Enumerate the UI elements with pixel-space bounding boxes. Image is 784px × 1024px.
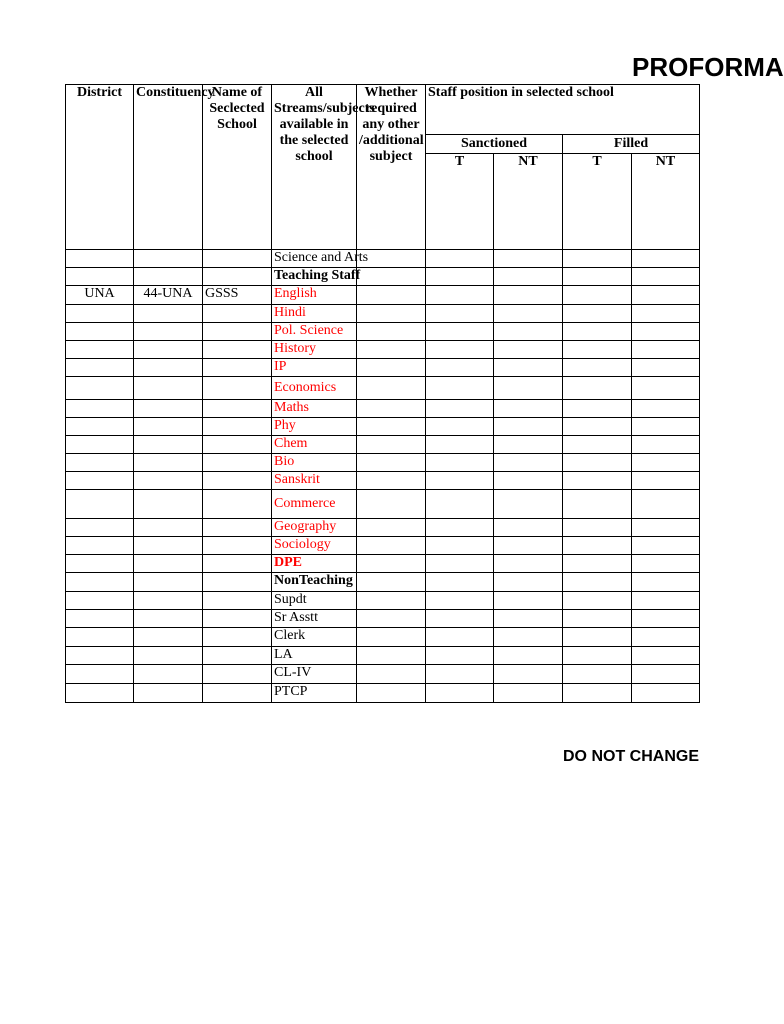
header-streams: All Streams/subjects available in the selected school — [272, 85, 357, 250]
cell-subject[interactable]: Science and Arts — [272, 250, 357, 268]
cell-subject[interactable]: Chem — [272, 436, 357, 454]
cell-sanctioned-nt[interactable] — [494, 418, 563, 436]
cell-subject[interactable]: Phy — [272, 418, 357, 436]
cell-district[interactable] — [66, 573, 134, 592]
cell-filled-nt[interactable] — [632, 323, 700, 341]
cell-filled-nt[interactable] — [632, 418, 700, 436]
table-row — [66, 436, 700, 454]
cell-additional-subject[interactable] — [357, 454, 426, 472]
cell-school[interactable] — [203, 359, 272, 377]
cell-sanctioned-t[interactable] — [426, 359, 494, 377]
header-sanctioned: Sanctioned — [426, 135, 563, 154]
cell-constituency[interactable] — [134, 610, 203, 628]
header-sanctioned-t: T — [426, 154, 494, 250]
cell-constituency[interactable] — [134, 647, 203, 665]
cell-district[interactable] — [66, 555, 134, 573]
cell-constituency[interactable] — [134, 341, 203, 359]
cell-school[interactable] — [203, 537, 272, 555]
cell-sanctioned-t[interactable] — [426, 418, 494, 436]
cell-sanctioned-t[interactable] — [426, 490, 494, 519]
cell-school[interactable] — [203, 341, 272, 359]
cell-subject[interactable]: Sociology — [272, 537, 357, 555]
cell-subject[interactable]: IP — [272, 359, 357, 377]
cell-district[interactable] — [66, 610, 134, 628]
cell-subject[interactable]: Sanskrit — [272, 472, 357, 490]
cell-constituency[interactable] — [134, 454, 203, 472]
cell-sanctioned-t[interactable] — [426, 537, 494, 555]
table-row — [66, 454, 700, 472]
cell-subject[interactable]: Bio — [272, 454, 357, 472]
cell-sanctioned-nt[interactable] — [494, 400, 563, 418]
cell-constituency[interactable] — [134, 665, 203, 684]
table-row — [66, 472, 700, 490]
cell-filled-t[interactable] — [563, 286, 632, 305]
cell-school[interactable] — [203, 490, 272, 519]
cell-district[interactable] — [66, 628, 134, 647]
cell-school[interactable] — [203, 519, 272, 537]
cell-district[interactable] — [66, 519, 134, 537]
cell-filled-t[interactable] — [563, 628, 632, 647]
cell-filled-nt[interactable] — [632, 519, 700, 537]
cell-constituency[interactable] — [134, 400, 203, 418]
cell-constituency[interactable] — [134, 555, 203, 573]
cell-sanctioned-nt[interactable] — [494, 665, 563, 684]
table-row — [66, 610, 700, 628]
cell-subject[interactable]: CL-IV — [272, 665, 357, 684]
cell-sanctioned-nt[interactable] — [494, 647, 563, 665]
cell-district[interactable] — [66, 684, 134, 703]
cell-district[interactable] — [66, 665, 134, 684]
cell-sanctioned-nt[interactable] — [494, 472, 563, 490]
cell-filled-nt[interactable] — [632, 400, 700, 418]
cell-district[interactable] — [66, 592, 134, 610]
cell-filled-nt[interactable] — [632, 573, 700, 592]
cell-sanctioned-nt[interactable] — [494, 377, 563, 400]
cell-filled-t[interactable] — [563, 647, 632, 665]
cell-constituency[interactable] — [134, 519, 203, 537]
cell-constituency[interactable] — [134, 305, 203, 323]
cell-sanctioned-t[interactable] — [426, 647, 494, 665]
cell-school[interactable] — [203, 377, 272, 400]
cell-school[interactable] — [203, 628, 272, 647]
cell-school[interactable] — [203, 454, 272, 472]
header-constituency: Constituency — [134, 85, 203, 250]
cell-sanctioned-t[interactable] — [426, 610, 494, 628]
cell-sanctioned-nt[interactable] — [494, 490, 563, 519]
cell-sanctioned-nt[interactable] — [494, 610, 563, 628]
cell-subject[interactable]: Supdt — [272, 592, 357, 610]
cell-filled-nt[interactable] — [632, 436, 700, 454]
cell-district[interactable] — [66, 377, 134, 400]
cell-filled-nt[interactable] — [632, 665, 700, 684]
cell-filled-t[interactable] — [563, 665, 632, 684]
cell-school[interactable] — [203, 250, 272, 268]
do-not-change-text: DO NOT CHANGE — [563, 748, 699, 765]
cell-constituency[interactable] — [134, 592, 203, 610]
cell-sanctioned-t[interactable] — [426, 555, 494, 573]
cell-sanctioned-nt[interactable] — [494, 573, 563, 592]
cell-additional-subject[interactable] — [357, 323, 426, 341]
cell-constituency[interactable] — [134, 684, 203, 703]
cell-sanctioned-t[interactable] — [426, 628, 494, 647]
cell-subject[interactable]: PTCP — [272, 684, 357, 703]
cell-district[interactable] — [66, 323, 134, 341]
cell-constituency[interactable] — [134, 573, 203, 592]
cell-school[interactable] — [203, 323, 272, 341]
table-row — [66, 628, 700, 647]
cell-filled-t[interactable] — [563, 537, 632, 555]
page-title: PROFORMA — [632, 52, 784, 82]
cell-filled-t[interactable] — [563, 250, 632, 268]
cell-constituency[interactable] — [134, 323, 203, 341]
cell-district[interactable] — [66, 490, 134, 519]
table-row — [66, 323, 700, 341]
cell-sanctioned-nt[interactable] — [494, 592, 563, 610]
cell-additional-subject[interactable] — [357, 268, 426, 286]
table-row — [66, 555, 700, 573]
cell-district[interactable] — [66, 400, 134, 418]
cell-filled-t[interactable] — [563, 418, 632, 436]
cell-sanctioned-t[interactable] — [426, 341, 494, 359]
cell-school[interactable] — [203, 573, 272, 592]
cell-additional-subject[interactable] — [357, 647, 426, 665]
cell-filled-t[interactable] — [563, 268, 632, 286]
table-row — [66, 250, 700, 268]
cell-filled-t[interactable] — [563, 377, 632, 400]
cell-filled-nt[interactable] — [632, 490, 700, 519]
cell-additional-subject[interactable] — [357, 377, 426, 400]
cell-sanctioned-nt[interactable] — [494, 684, 563, 703]
cell-filled-t[interactable] — [563, 610, 632, 628]
cell-filled-nt[interactable] — [632, 472, 700, 490]
cell-additional-subject[interactable] — [357, 519, 426, 537]
cell-district[interactable] — [66, 454, 134, 472]
cell-sanctioned-nt[interactable] — [494, 323, 563, 341]
cell-filled-nt[interactable] — [632, 628, 700, 647]
cell-filled-t[interactable] — [563, 573, 632, 592]
cell-constituency[interactable] — [134, 628, 203, 647]
cell-filled-t[interactable] — [563, 323, 632, 341]
cell-filled-t[interactable] — [563, 400, 632, 418]
table-row — [66, 647, 700, 665]
cell-sanctioned-t[interactable] — [426, 250, 494, 268]
cell-filled-nt[interactable] — [632, 684, 700, 703]
cell-additional-subject[interactable] — [357, 472, 426, 490]
cell-constituency[interactable] — [134, 490, 203, 519]
cell-sanctioned-t[interactable] — [426, 286, 494, 305]
table-row — [66, 286, 700, 305]
cell-sanctioned-t[interactable] — [426, 305, 494, 323]
cell-school[interactable] — [203, 418, 272, 436]
cell-district[interactable] — [66, 268, 134, 286]
cell-additional-subject[interactable] — [357, 341, 426, 359]
cell-filled-t[interactable] — [563, 341, 632, 359]
cell-sanctioned-nt[interactable] — [494, 341, 563, 359]
do-not-change-note — [520, 748, 699, 770]
table-row — [66, 665, 700, 684]
cell-additional-subject[interactable] — [357, 684, 426, 703]
cell-additional-subject[interactable] — [357, 610, 426, 628]
cell-additional-subject[interactable] — [357, 537, 426, 555]
cell-school[interactable] — [203, 305, 272, 323]
cell-constituency[interactable]: 44-UNA — [134, 286, 203, 305]
cell-filled-nt[interactable] — [632, 592, 700, 610]
cell-filled-t[interactable] — [563, 490, 632, 519]
cell-filled-nt[interactable] — [632, 555, 700, 573]
cell-district[interactable] — [66, 472, 134, 490]
cell-filled-nt[interactable] — [632, 250, 700, 268]
header-district: District — [66, 85, 134, 250]
cell-constituency[interactable] — [134, 377, 203, 400]
cell-school[interactable] — [203, 665, 272, 684]
cell-subject[interactable]: Commerce — [272, 490, 357, 519]
cell-subject[interactable]: Pol. Science — [272, 323, 357, 341]
cell-filled-t[interactable] — [563, 684, 632, 703]
cell-sanctioned-t[interactable] — [426, 323, 494, 341]
cell-school[interactable] — [203, 647, 272, 665]
cell-constituency[interactable] — [134, 537, 203, 555]
cell-constituency[interactable] — [134, 472, 203, 490]
table-row — [66, 377, 700, 400]
cell-subject[interactable]: English — [272, 286, 357, 305]
table-row — [66, 418, 700, 436]
cell-sanctioned-t[interactable] — [426, 400, 494, 418]
cell-subject[interactable]: Maths — [272, 400, 357, 418]
cell-subject[interactable]: DPE — [272, 555, 357, 573]
cell-filled-t[interactable] — [563, 555, 632, 573]
table-row — [66, 573, 700, 592]
cell-filled-nt[interactable] — [632, 341, 700, 359]
cell-district[interactable] — [66, 418, 134, 436]
cell-sanctioned-t[interactable] — [426, 268, 494, 286]
cell-subject[interactable]: Clerk — [272, 628, 357, 647]
cell-district[interactable] — [66, 359, 134, 377]
header-additional-subject: Whether required any other /additional subject — [357, 85, 426, 250]
table-row — [66, 268, 700, 286]
staff-position-table — [65, 84, 700, 703]
cell-sanctioned-nt[interactable] — [494, 537, 563, 555]
cell-constituency[interactable] — [134, 436, 203, 454]
cell-subject[interactable]: History — [272, 341, 357, 359]
cell-subject[interactable]: Geography — [272, 519, 357, 537]
table-row — [66, 305, 700, 323]
cell-additional-subject[interactable] — [357, 286, 426, 305]
cell-constituency[interactable] — [134, 359, 203, 377]
cell-sanctioned-nt[interactable] — [494, 454, 563, 472]
cell-filled-nt[interactable] — [632, 610, 700, 628]
table-row — [66, 341, 700, 359]
cell-sanctioned-nt[interactable] — [494, 268, 563, 286]
cell-filled-nt[interactable] — [632, 537, 700, 555]
cell-filled-t[interactable] — [563, 359, 632, 377]
cell-school[interactable] — [203, 555, 272, 573]
cell-filled-t[interactable] — [563, 305, 632, 323]
cell-school[interactable] — [203, 610, 272, 628]
cell-filled-nt[interactable] — [632, 268, 700, 286]
cell-filled-t[interactable] — [563, 519, 632, 537]
table-row — [66, 592, 700, 610]
cell-filled-t[interactable] — [563, 436, 632, 454]
cell-sanctioned-nt[interactable] — [494, 436, 563, 454]
cell-sanctioned-t[interactable] — [426, 592, 494, 610]
cell-district[interactable] — [66, 647, 134, 665]
table-row — [66, 400, 700, 418]
cell-district[interactable]: UNA — [66, 286, 134, 305]
cell-additional-subject[interactable] — [357, 418, 426, 436]
header-row-1 — [66, 85, 700, 135]
cell-sanctioned-t[interactable] — [426, 436, 494, 454]
header-filled: Filled — [563, 135, 700, 154]
cell-sanctioned-t[interactable] — [426, 472, 494, 490]
cell-school[interactable] — [203, 400, 272, 418]
cell-district[interactable] — [66, 537, 134, 555]
cell-subject[interactable]: Sr Asstt — [272, 610, 357, 628]
table-row — [66, 490, 700, 519]
cell-filled-nt[interactable] — [632, 286, 700, 305]
cell-sanctioned-t[interactable] — [426, 454, 494, 472]
header-filled-nt: NT — [632, 154, 700, 250]
cell-additional-subject[interactable] — [357, 490, 426, 519]
header-staff-position: Staff position in selected school — [426, 85, 700, 135]
cell-filled-t[interactable] — [563, 454, 632, 472]
header-sanctioned-nt: NT — [494, 154, 563, 250]
table-row — [66, 684, 700, 703]
cell-sanctioned-t[interactable] — [426, 519, 494, 537]
page-title-container — [620, 50, 784, 82]
header-school: Name of Seclected School — [203, 85, 272, 250]
cell-filled-nt[interactable] — [632, 359, 700, 377]
cell-additional-subject[interactable] — [357, 436, 426, 454]
cell-sanctioned-t[interactable] — [426, 684, 494, 703]
cell-subject[interactable]: Economics — [272, 377, 357, 400]
cell-constituency[interactable] — [134, 250, 203, 268]
cell-filled-nt[interactable] — [632, 305, 700, 323]
cell-additional-subject[interactable] — [357, 359, 426, 377]
cell-sanctioned-t[interactable] — [426, 665, 494, 684]
cell-additional-subject[interactable] — [357, 592, 426, 610]
table-row — [66, 519, 700, 537]
cell-sanctioned-nt[interactable] — [494, 628, 563, 647]
cell-district[interactable] — [66, 250, 134, 268]
cell-sanctioned-nt[interactable] — [494, 250, 563, 268]
cell-school[interactable] — [203, 472, 272, 490]
cell-sanctioned-nt[interactable] — [494, 359, 563, 377]
cell-subject[interactable]: NonTeaching — [272, 573, 357, 592]
cell-filled-nt[interactable] — [632, 377, 700, 400]
cell-additional-subject[interactable] — [357, 628, 426, 647]
cell-subject[interactable]: Teaching Staff — [272, 268, 357, 286]
cell-filled-t[interactable] — [563, 472, 632, 490]
cell-additional-subject[interactable] — [357, 305, 426, 323]
cell-additional-subject[interactable] — [357, 555, 426, 573]
cell-filled-nt[interactable] — [632, 454, 700, 472]
cell-school[interactable] — [203, 268, 272, 286]
cell-district[interactable] — [66, 341, 134, 359]
cell-sanctioned-t[interactable] — [426, 377, 494, 400]
cell-sanctioned-nt[interactable] — [494, 519, 563, 537]
cell-school[interactable] — [203, 684, 272, 703]
cell-additional-subject[interactable] — [357, 665, 426, 684]
cell-school[interactable] — [203, 436, 272, 454]
cell-sanctioned-nt[interactable] — [494, 286, 563, 305]
cell-sanctioned-t[interactable] — [426, 573, 494, 592]
cell-school[interactable]: GSSS — [203, 286, 272, 305]
table-row — [66, 537, 700, 555]
cell-sanctioned-nt[interactable] — [494, 305, 563, 323]
cell-additional-subject[interactable] — [357, 573, 426, 592]
cell-subject[interactable]: LA — [272, 647, 357, 665]
cell-subject[interactable]: Hindi — [272, 305, 357, 323]
cell-sanctioned-nt[interactable] — [494, 555, 563, 573]
header-filled-t: T — [563, 154, 632, 250]
cell-constituency[interactable] — [134, 418, 203, 436]
cell-district[interactable] — [66, 436, 134, 454]
table-row — [66, 359, 700, 377]
cell-constituency[interactable] — [134, 268, 203, 286]
cell-district[interactable] — [66, 305, 134, 323]
cell-school[interactable] — [203, 592, 272, 610]
cell-filled-nt[interactable] — [632, 647, 700, 665]
cell-filled-t[interactable] — [563, 592, 632, 610]
cell-additional-subject[interactable] — [357, 400, 426, 418]
